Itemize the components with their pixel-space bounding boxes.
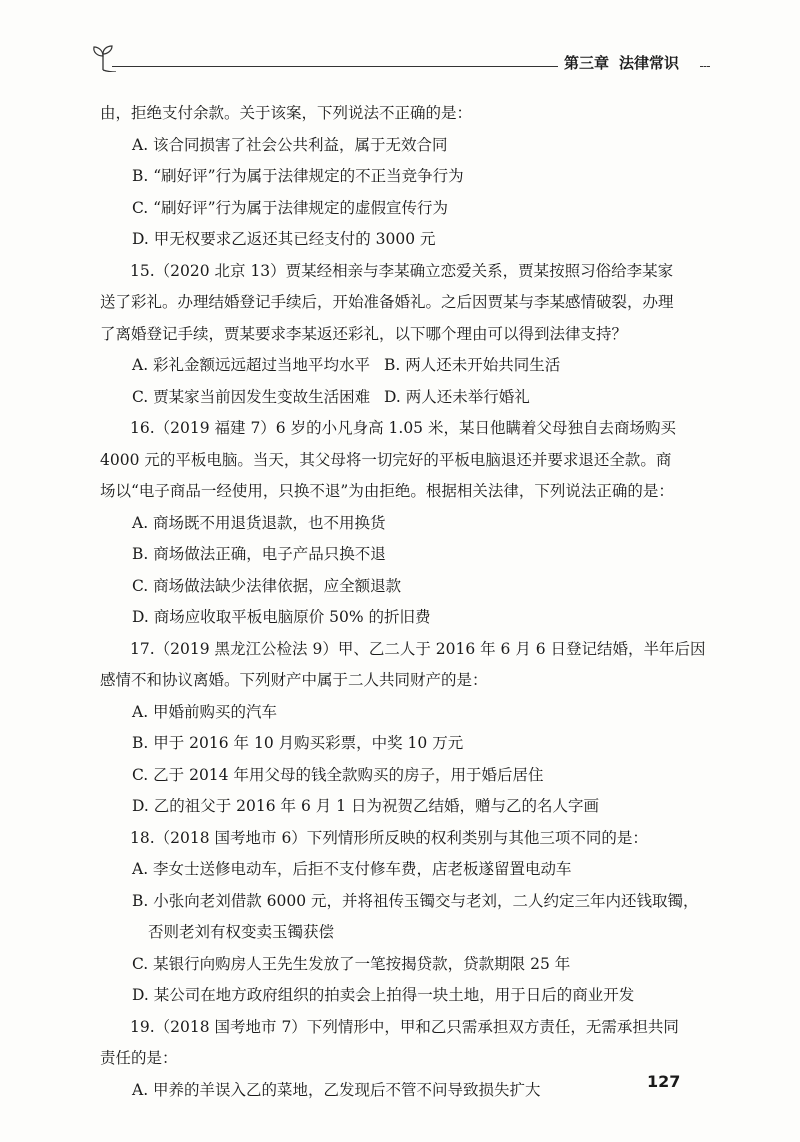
q15-options-row-2 bbox=[100, 382, 690, 414]
question-15-line-2: 送了彩礼。办理结婚登记手续后，开始准备婚礼。之后因贾某与李某感情破裂，办理 bbox=[100, 293, 674, 311]
q17-option-d: D. 乙的祖父于 2016 年 6 月 1 日为祝贺乙结婚，赠与乙的名人字画 bbox=[132, 797, 599, 815]
q16-option-d: D. 商场应收取平板电脑原价 50% 的折旧费 bbox=[132, 608, 431, 626]
question-16-line-2: 4000 元的平板电脑。当天，其父母将一切完好的平板电脑退还并要求退还全款。商 bbox=[100, 450, 672, 469]
q16-option-c: C. 商场做法缺少法律依据，应全额退款 bbox=[132, 576, 402, 595]
q14-option-a: A. 该合同损害了社会公共利益，属于无效合同 bbox=[132, 135, 448, 154]
question-17-line-2: 感情不和协议离婚。下列财产中属于二人共同财产的是： bbox=[100, 671, 488, 689]
q15-options-row-1 bbox=[100, 350, 690, 382]
question-15-line-3: 了离婚登记手续，贾某要求李某返还彩礼，以下哪个理由可以得到法律支持？ bbox=[100, 324, 628, 343]
q15-option-a: A. 彩礼金额远远超过当地平均水平 bbox=[132, 356, 371, 374]
header-rule bbox=[112, 66, 632, 67]
q18-option-b-line-2 bbox=[100, 917, 690, 949]
page-header bbox=[88, 38, 708, 78]
q17-option-a: A. 甲婚前购买的汽车 bbox=[132, 702, 278, 721]
q18-option-a: A. 李女士送修电动车，后拒不支付修车费，店老板遂留置电动车 bbox=[132, 860, 572, 878]
q19-option-a: A. 甲养的羊误入乙的菜地，乙发现后不管不问导致损失扩大 bbox=[132, 1080, 541, 1099]
question-19-line-2: 责任的是： bbox=[100, 1049, 178, 1067]
q17-option-b: B. 甲于 2016 年 10 月购买彩票，中奖 10 万元 bbox=[132, 734, 464, 752]
q14-option-c: C. “刷好评”行为属于法律规定的虚假宣传行为 bbox=[132, 198, 449, 217]
q18-option-d: D. 某公司在地方政府组织的拍卖会上拍得一块土地，用于日后的商业开发 bbox=[132, 986, 635, 1004]
question-15-line-1: 15.（2020 北京 13）贾某经相亲与李某确立恋爱关系，贾某按照习俗给李某家 bbox=[130, 261, 674, 280]
q18-option-b-continuation: 否则老刘有权变卖玉镯获偿 bbox=[148, 923, 335, 941]
q18-option-c: C. 某银行向购房人王先生发放了一笔按揭贷款，贷款期限 25 年 bbox=[132, 954, 571, 973]
page-number: 127 bbox=[647, 1072, 681, 1091]
q16-option-b: B. 商场做法正确，电子产品只换不退 bbox=[132, 545, 386, 563]
q18-option-b-line-1: B. 小张向老刘借款 6000 元，并将祖传玉镯交与老刘，二人约定三年内还钱取镯， bbox=[132, 891, 699, 910]
question-16-line-1: 16.（2019 福建 7）6 岁的小凡身高 1.05 米，某日他瞒着父母独自去商场购买 bbox=[130, 419, 676, 437]
q15-option-b: B. 两人还未开始共同生活 bbox=[384, 356, 561, 374]
q16-option-a: A. 商场既不用退货退款，也不用换货 bbox=[132, 513, 386, 532]
page-body bbox=[100, 98, 706, 1106]
sprout-icon bbox=[88, 42, 118, 72]
question-14-tail: 由，拒绝支付余款。关于该案，下列说法不正确的是： bbox=[100, 104, 473, 122]
chapter-title bbox=[558, 52, 685, 73]
chapter-number: 第三章 bbox=[564, 54, 610, 72]
chapter-section: 法律常识 bbox=[619, 54, 680, 72]
q14-option-b: B. “刷好评”行为属于法律规定的不正当竞争行为 bbox=[132, 167, 464, 185]
q15-option-d: D. 两人还未举行婚礼 bbox=[384, 387, 530, 406]
q17-option-c: C. 乙于 2014 年用父母的钱全款购买的房子，用于婚后居住 bbox=[132, 765, 544, 784]
question-19-line-1: 19.（2018 国考地市 7）下列情形中，甲和乙只需承担双方责任，无需承担共同 bbox=[130, 1017, 679, 1036]
q14-option-d: D. 甲无权要求乙返还其已经支付的 3000 元 bbox=[132, 230, 436, 248]
question-16-line-3: 场以“电子商品一经使用，只换不退”为由拒绝。根据相关法律，下列说法正确的是： bbox=[100, 482, 674, 500]
q15-option-c: C. 贾某家当前因发生变故生活困难 bbox=[132, 387, 371, 406]
question-17-line-1: 17.（2019 黑龙江公检法 9）甲、乙二人于 2016 年 6 月 6 日登记结婚，半年后因 bbox=[130, 639, 706, 658]
header-rule-right bbox=[700, 66, 710, 67]
question-18-line: 18.（2018 国考地市 6）下列情形所反映的权利类别与其他三项不同的是： bbox=[130, 828, 648, 847]
